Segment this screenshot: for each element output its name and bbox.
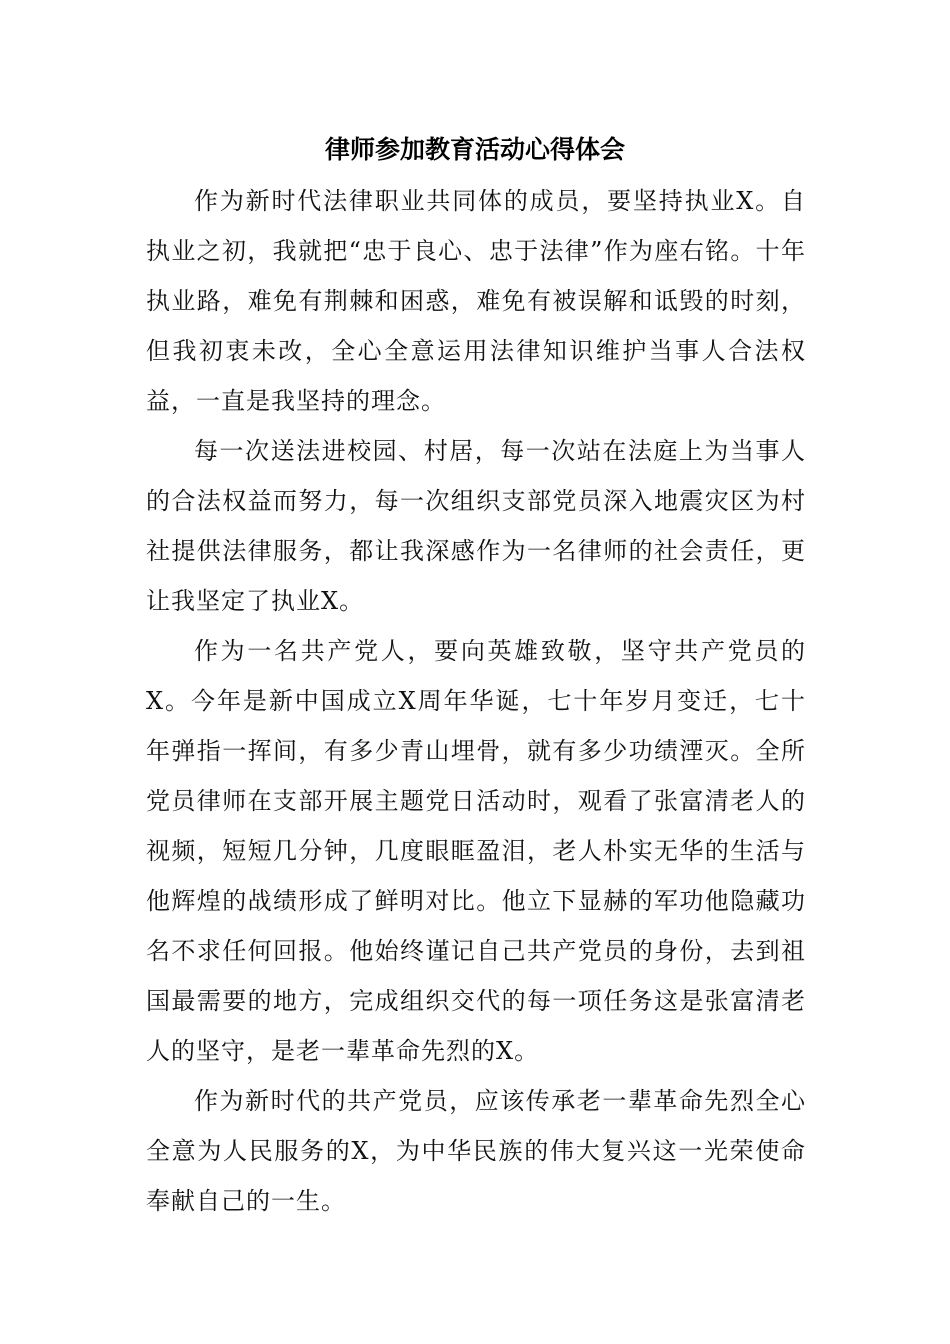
paragraph-4: 作为新时代的共产党员，应该传承老一辈革命先烈全心全意为人民服务的X，为中华民族的伟大复兴这一光荣使命奉献自己的一生。	[146, 1087, 806, 1215]
document-body	[146, 176, 806, 1226]
paragraph-3: 作为一名共产党人，要向英雄致敬，坚守共产党员的X。今年是新中国成立X周年华诞，七十年岁月变迁，七十年弹指一挥间，有多少青山埋骨，就有多少功绩湮灭。全所党员律师在支部开展主题党日活动时，观看了张富清老人的视频，短短几分钟，几度眼眶盈泪，老人朴实无华的生活与他辉煌的战绩形成了鲜明对比。他立下显赫的军功他隐藏功名不求任何回报。他始终谨记自己共产党员的身份，去到祖国最需要的地方，完成组织交代的每一项任务这是张富清老人的坚守，是老一辈革命先烈的X。	[146, 637, 806, 1065]
paragraph-2: 每一次送法进校园、村居，每一次站在法庭上为当事人的合法权益而努力，每一次组织支部党员深入地震灾区为村社提供法律服务，都让我深感作为一名律师的社会责任，更让我坚定了执业X。	[146, 437, 806, 615]
document-title: 律师参加教育活动心得体会	[324, 135, 625, 164]
paragraph-1: 作为新时代法律职业共同体的成员，要坚持执业X。自执业之初，我就把“忠于良心、忠于法律”作为座右铭。十年执业路，难免有荆棘和困惑，难免有被误解和诋毁的时刻，但我初衷未改，全心全意运用法律知识维护当事人合法权益，一直是我坚持的理念。	[146, 187, 806, 415]
